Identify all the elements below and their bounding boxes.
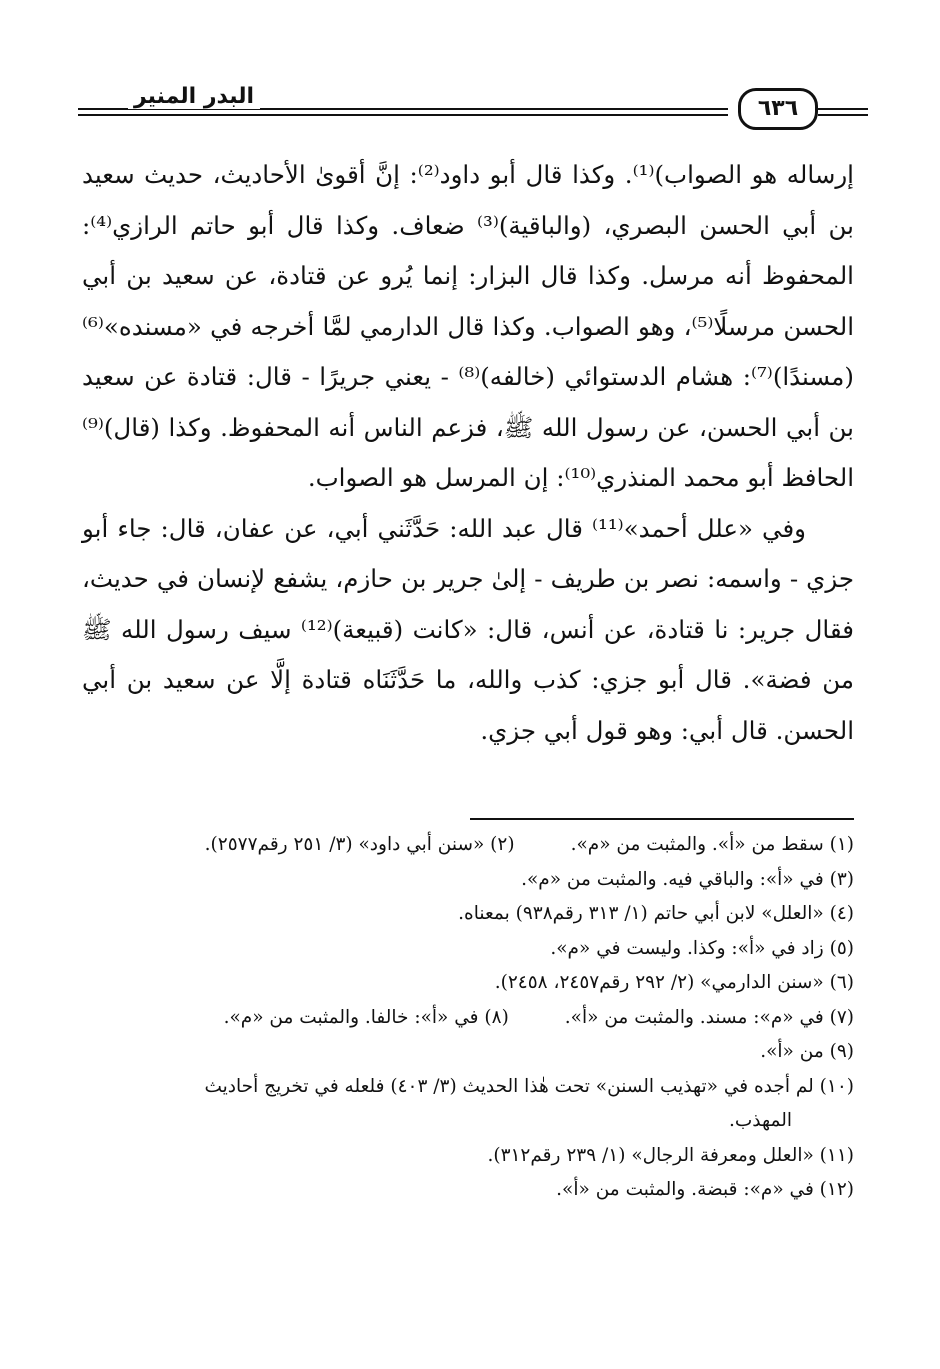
footnote: (١) سقط من «أ». والمثبت من «م».	[570, 834, 854, 855]
footnote-row	[82, 828, 854, 863]
footnote: (٥) زاد في «أ»: وكذا. وليست في «م».	[550, 937, 854, 959]
footnote: (١٠) لم أجده في «تهذيب السنن» تحت هٰذا الحديث (٣/ ٤٠٣) فلعله في تخريج أحاديث	[204, 1075, 854, 1097]
paragraph: إرساله هو الصواب)⁽¹⁾. وكذا قال أبو داود⁽²⁾: إنَّ أقوىٰ الأحاديث، حديث سعيد بن أبي الحسن البصري، (والباقية)⁽³⁾ ضعاف. وكذا قال أبو حاتم الرازي⁽⁴⁾: المحفوظ أنه مرسل. وكذا قال البزار: إنما يُرو عن قتادة، عن سعيد بن أبي الحسن مرسلًا⁽⁵⁾، وهو الصواب. وكذا قال الدارمي لمَّا أخرجه في «مسنده»⁽⁶⁾ (مسندًا)⁽⁷⁾: هشام الدستوائي (خالفه)⁽⁸⁾ - يعني جريرًا - قال: قتادة عن سعيد بن أبي الحسن، عن رسول الله ﷺ، فزعم الناس أنه المحفوظ. وكذا (قال)⁽⁹⁾ الحافظ أبو محمد المنذري⁽¹⁰⁾: إن المرسل هو الصواب.	[82, 160, 854, 492]
main-text	[82, 150, 854, 756]
page-number: ٦٣٦	[738, 88, 818, 130]
footnote: (٢) «سنن أبي داود» (٣/ ٢٥١ رقم٢٥٧٧).	[204, 834, 515, 855]
footnote: (٤) «العلل» لابن أبي حاتم (١/ ٣١٣ رقم٩٣٨) بمعناه.	[458, 903, 854, 924]
footnote: (١٢) في «م»: قبضة. والمثبت من «أ».	[556, 1179, 854, 1200]
footnote-separator	[470, 818, 854, 820]
header-rule	[818, 114, 868, 116]
footnote-continuation: المهذب.	[728, 1110, 792, 1131]
paragraph: وفي «علل أحمد»⁽¹¹⁾ قال عبد الله: حَدَّثَني أبي، عن عفان، قال: جاء أبو جزي - واسمه: نصر بن طريف - إلىٰ جرير بن حازم، يشفع لإنسان في حديث، فقال جرير: نا قتادة، عن أنس، قال: «كانت (قبيعة)⁽¹²⁾ سيف رسول الله ﷺ من فضة». قال أبو جزي: كذب والله، ما حَدَّثَنَاه قتادة إلَّا عن سعيد بن أبي الحسن. قال أبي: وهو قول أبي جزي.	[82, 513, 854, 745]
footnote: (٧) في «م»: مسند. والمثبت من «أ».	[564, 1006, 854, 1028]
footnote: (١١) «العلل ومعرفة الرجال» (١/ ٢٣٩ رقم٣١٢).	[487, 1144, 854, 1166]
header-rule	[78, 114, 728, 116]
footnote: (٩) من «أ».	[760, 1041, 854, 1062]
footnote-row	[82, 1001, 854, 1036]
book-title: البدر المنير	[128, 84, 260, 109]
footnote: (٣) في «أ»: والباقي فيه. والمثبت من «م».	[521, 868, 854, 890]
footnote: (٨) في «أ»: خالفا. والمثبت من «م».	[223, 1006, 509, 1028]
footnote: (٦) «سنن الدارمي» (٢/ ٢٩٢ رقم٢٤٥٧، ٢٤٥٨).	[494, 972, 854, 993]
footnotes	[82, 828, 854, 1208]
page-header	[78, 82, 868, 132]
header-rule	[818, 108, 868, 110]
